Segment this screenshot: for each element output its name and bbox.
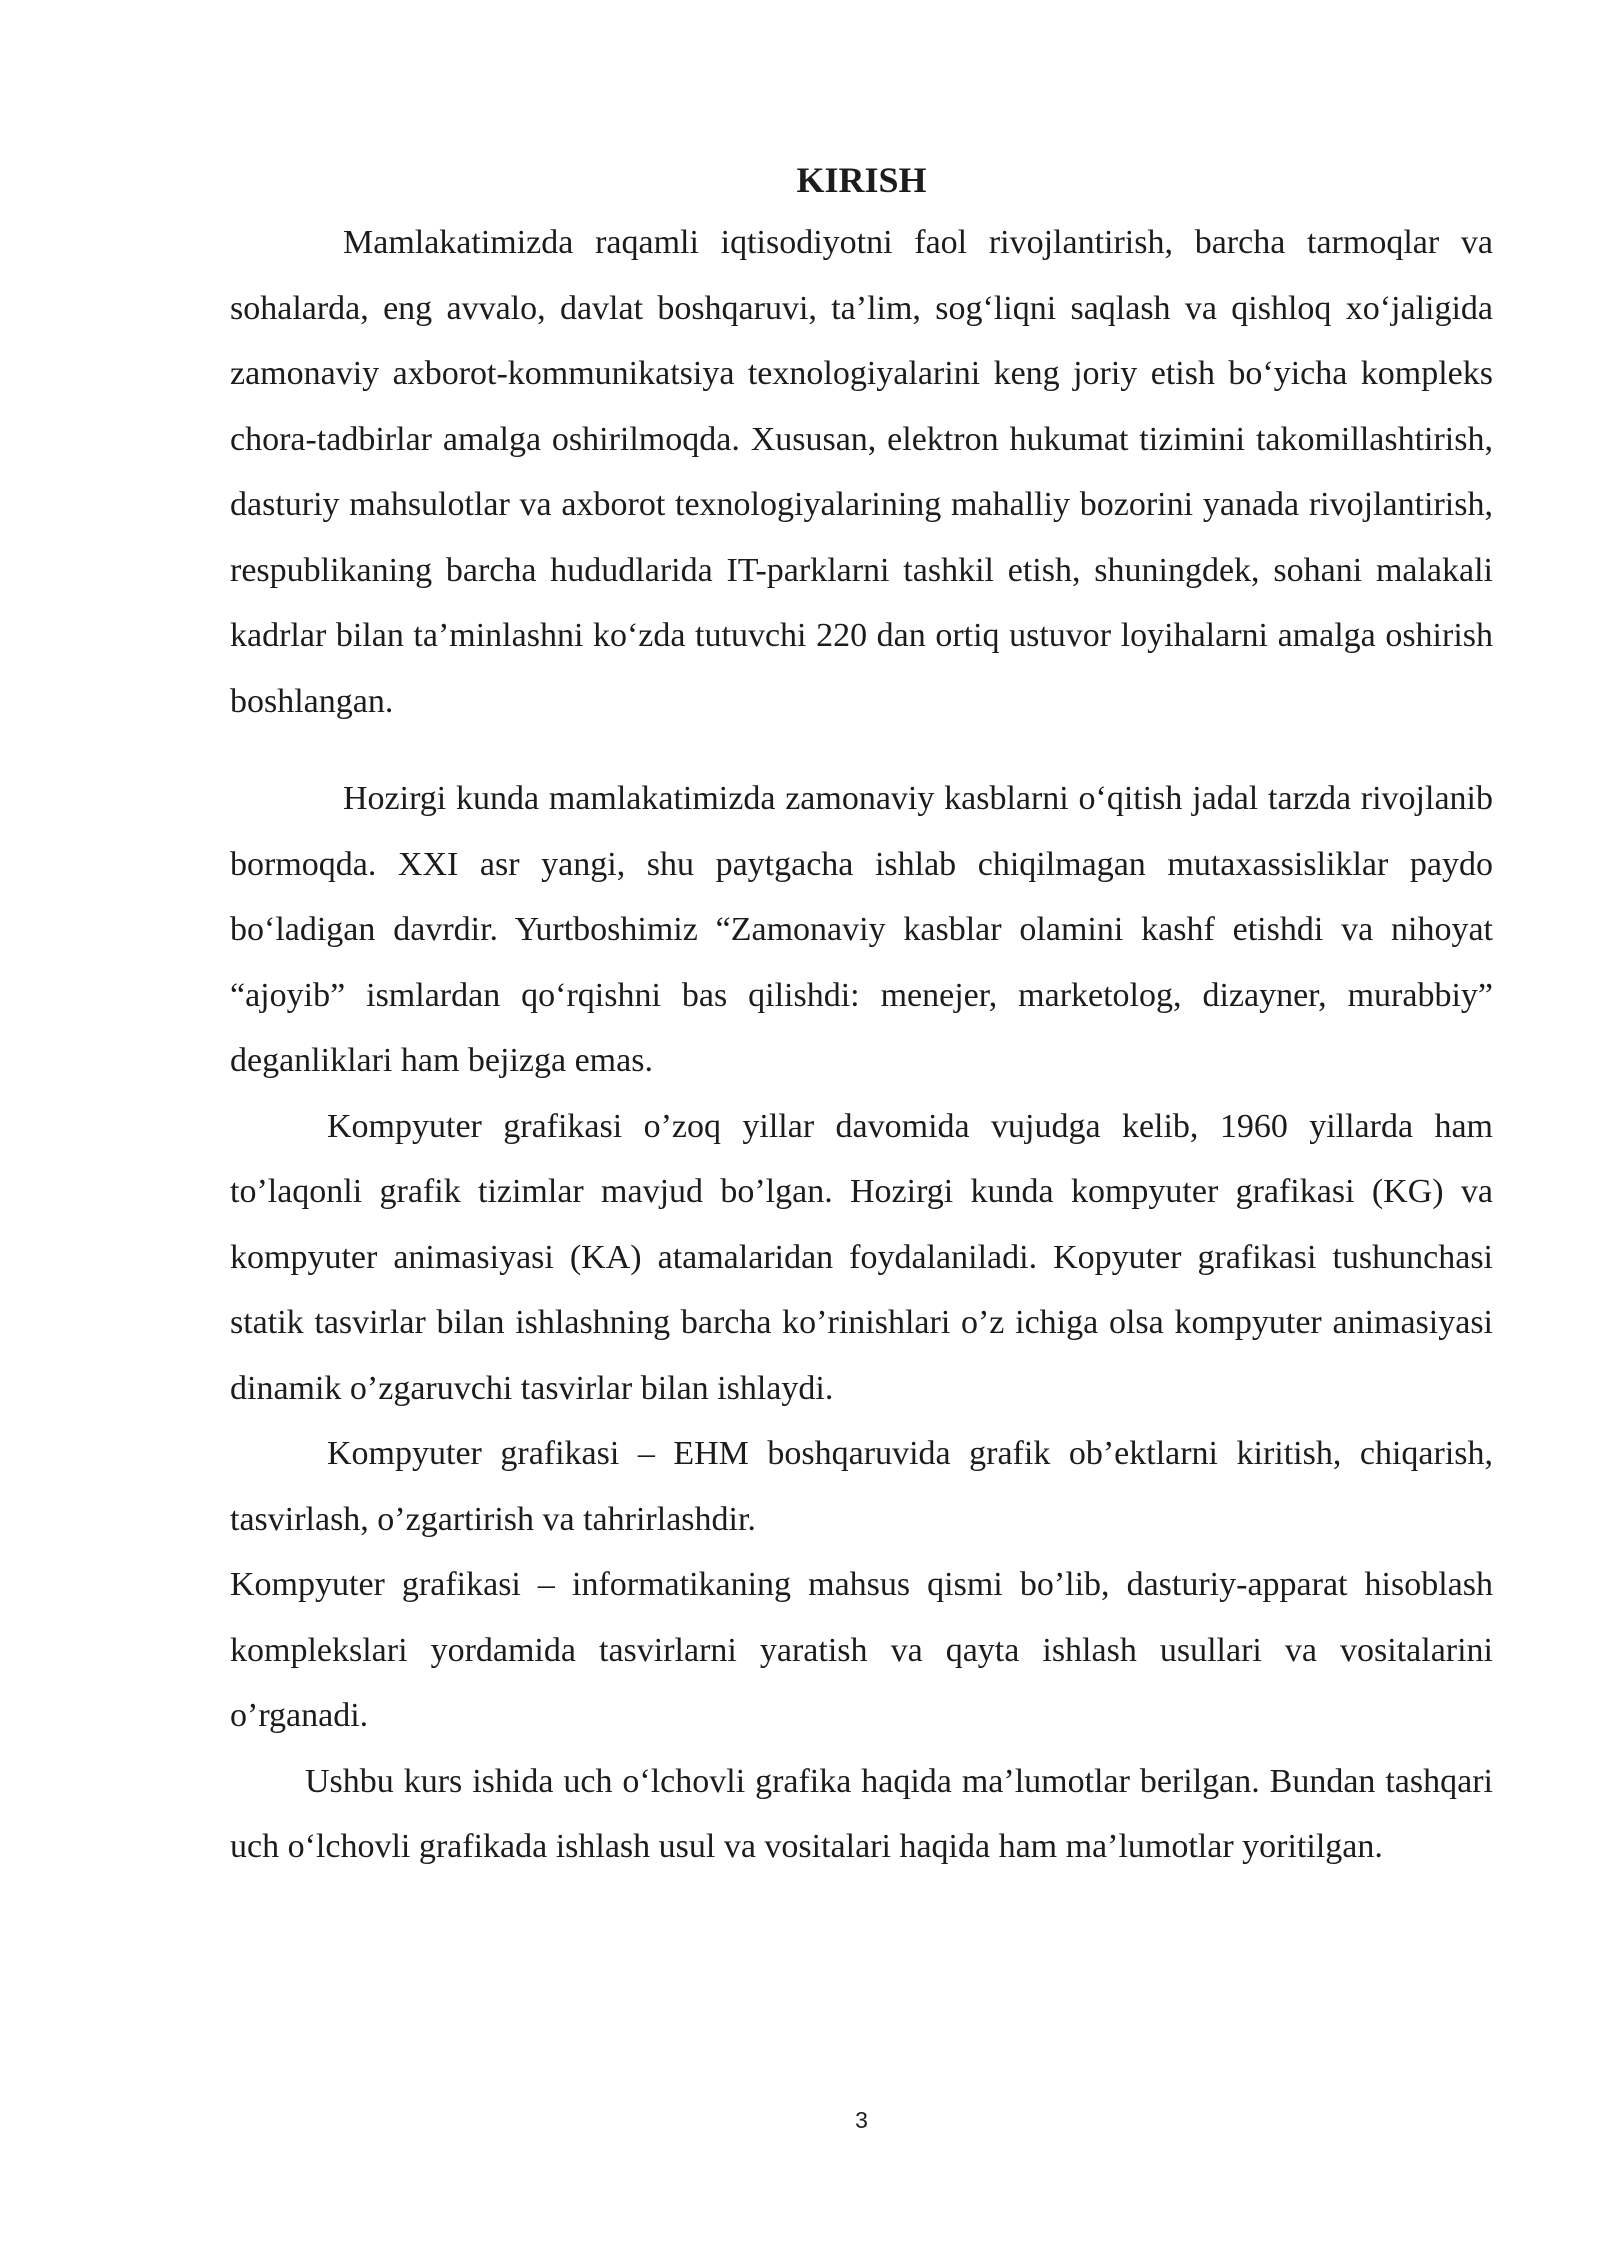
paragraph-2: Hozirgi kunda mamlakatimizda zamonaviy kasblarni o‘qitish jadal tarzda rivojlanib bormoqda. XXI asr yangi, shu paytgacha ishlab chiqilmagan mutaxassisliklar paydo bo‘ladigan davrdir. Yurtboshimiz “Zamonaviy kasblar olamini kashf etishdi va nihoyat “ajoyib” ismlardan qo‘rqishni bas qilishdi: menejer, marketolog, dizayner, murabbiy” deganliklari ham bejizga emas. [230, 780, 1493, 1079]
paragraph-5: Kompyuter grafikasi – informatikaning mahsus qismi bo’lib, dasturiy-apparat hisoblash komplekslari yordamida tasvirlarni yaratish va qayta ishlash usullari va vositalarini o’rganadi. [230, 1566, 1493, 1734]
page-number: 3 [855, 2107, 868, 2133]
paragraph-4: Kompyuter grafikasi – EHM boshqaruvida grafik ob’ektlarni kiritish, chiqarish, tasvirlash, o’zgartirish va tahrirlashdir. [230, 1435, 1493, 1538]
paragraph-6: Ushbu kurs ishida uch o‘lchovli grafika haqida ma’lumotlar berilgan. Bundan tashqari uch o‘lchovli grafikada ishlash usul va vositalari haqida ham ma’lumotlar yoritilgan. [230, 1762, 1493, 1865]
paragraph-3: Kompyuter grafikasi o’zoq yillar davomida vujudga kelib, 1960 yillarda ham to’laqonli grafik tizimlar mavjud bo’lgan. Hozirgi kunda kompyuter grafikasi (KG) va kompyuter animasiyasi (KA) atamalaridan foydalaniladi. Kopyuter grafikasi tushunchasi statik tasvirlar bilan ishlashning barcha ko’rinishlari o’z ichiga olsa kompyuter animasiyasi dinamik o’zgaruvchi tasvirlar bilan ishlaydi. [230, 1107, 1493, 1407]
section-title: KIRISH [796, 160, 927, 200]
paragraph-1: Mamlakatimizda raqamli iqtisodiyotni faol rivojlantirish, barcha tarmoqlar va sohalarda, eng avvalo, davlat boshqaruvi, ta’lim, sog‘liqni saqlash va qishloq xo‘jaligida zamonaviy axborot-kommunikatsiya texnologiyalarini keng joriy etish bo‘yicha kompleks chora-tadbirlar amalga oshirilmoqda. Xususan, elektron hukumat tizimini takomillashtirish, dasturiy mahsulotlar va axborot texnologiyalarining mahalliy bozorini yanada rivojlantirish, respublikaning barcha hududlarida IT-parklarni tashkil etish, shuningdek, sohani malakali kadrlar bilan ta’minlashni ko‘zda tutuvchi 220 dan ortiq ustuvor loyihalarni amalga oshirish boshlangan. [230, 224, 1493, 720]
page-body [230, 150, 1493, 1880]
